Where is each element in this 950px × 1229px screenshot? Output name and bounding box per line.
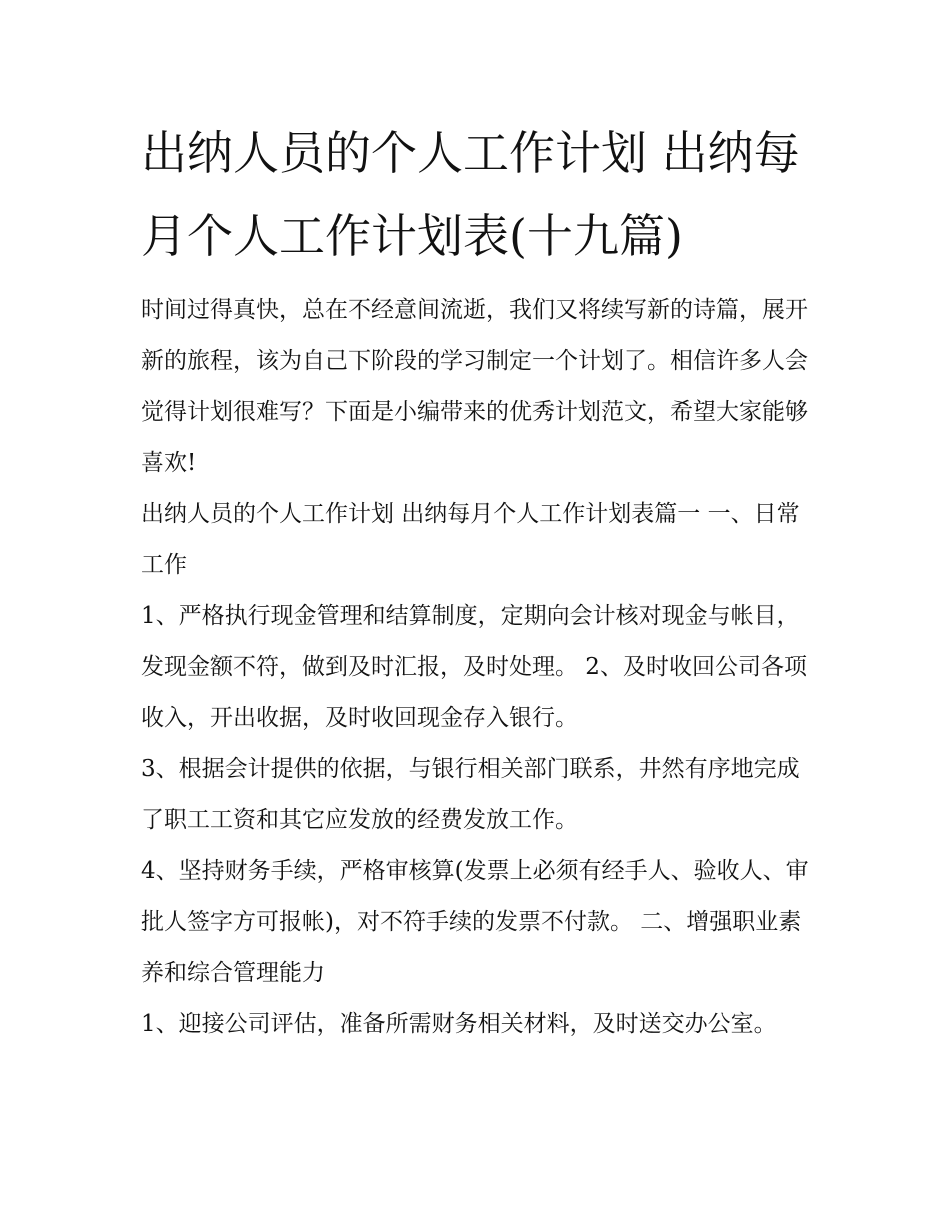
section-2-item-1-paragraph: 1、迎接公司评估，准备所需财务相关材料，及时送交办公室。 (141, 1011, 777, 1037)
intro-paragraph: 时间过得真快，总在不经意间流逝，我们又将续写新的诗篇，展开新的旅程，该为自己下阶段的学习制定一个计划了。相信许多人会觉得计划很难写？下面是小编带来的优秀计划范文，希望大家能够喜欢! (141, 297, 808, 476)
document-body (141, 112, 821, 1050)
item-4-paragraph: 4、坚持财务手续，严格审核算(发票上必须有经手人、验收人、审批人签字方可报帐)，对不符手续的发票不付款。 二、增强职业素养和综合管理能力 (141, 858, 809, 986)
item-1-paragraph: 1、严格执行现金管理和结算制度，定期向会计核对现金与帐目，发现金额不符，做到及时汇报，及时处理。 2、及时收回公司各项收入，开出收据，及时收回现金存入银行。 (141, 603, 807, 731)
document-title: 出纳人员的个人工作计划 出纳每月个人工作计划表(十九篇) (141, 126, 800, 263)
section-heading-paragraph: 出纳人员的个人工作计划 出纳每月个人工作计划表篇一 一、日常工作 (141, 501, 800, 578)
item-3-paragraph: 3、根据会计提供的依据，与银行相关部门联系，井然有序地完成了职工工资和其它应发放的经费发放工作。 (141, 756, 800, 833)
